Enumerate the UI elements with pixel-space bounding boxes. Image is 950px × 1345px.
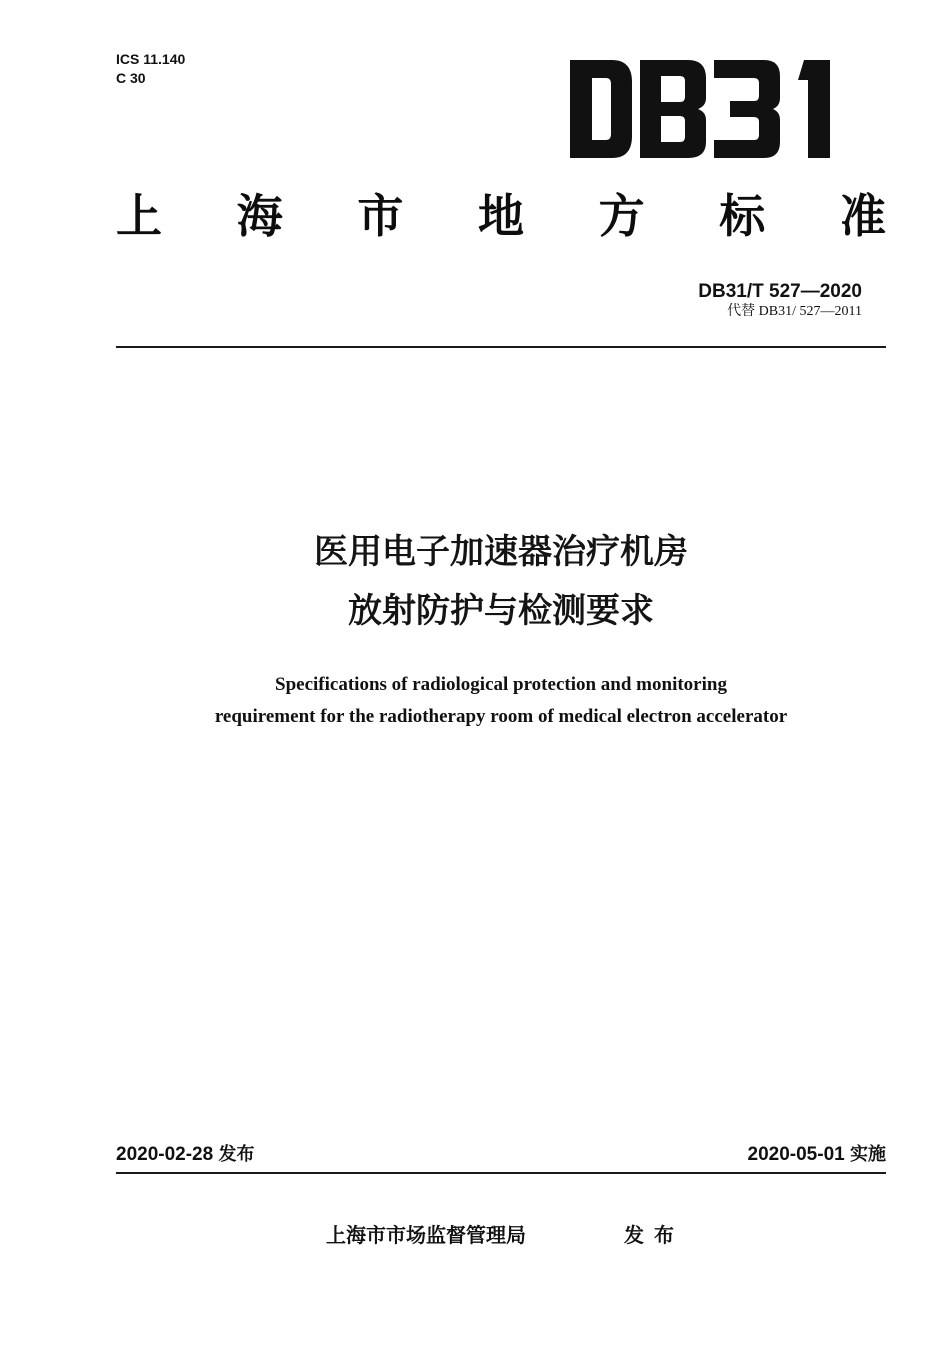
standard-type-char: 市 xyxy=(357,189,404,243)
ccs-code: C 30 xyxy=(116,70,146,86)
english-title-line-2: requirement for the radiotherapy room of medical electron accelerator xyxy=(214,706,788,727)
implementation-date-value: 2020-05-01 xyxy=(747,1144,845,1165)
issue-date-label: 发布 xyxy=(218,1144,255,1165)
implementation-date-label: 实施 xyxy=(850,1144,886,1165)
db31-logo xyxy=(568,54,834,164)
publisher-name: 上海市市场监督管理局 xyxy=(326,1223,526,1247)
chinese-title-line-2: 放射防护与检测要求 xyxy=(348,591,654,631)
issue-date xyxy=(116,1142,254,1168)
standard-type-char: 地 xyxy=(477,189,524,243)
ics-code: ICS 11.140 xyxy=(116,51,186,67)
publisher-action: 发布 xyxy=(624,1223,684,1247)
standard-type-heading xyxy=(116,188,886,244)
standard-type-char: 方 xyxy=(598,189,645,243)
standard-type-char: 海 xyxy=(236,189,283,243)
standard-type-char: 上 xyxy=(116,189,162,243)
top-divider xyxy=(116,346,886,348)
chinese-title-line-1: 医用电子加速器治疗机房 xyxy=(314,532,688,572)
implementation-date xyxy=(748,1142,886,1168)
bottom-divider xyxy=(116,1172,886,1174)
standard-number: DB31/T 527—2020 xyxy=(698,281,862,302)
english-title-line-1: Specifications of radiological protection and monitoring xyxy=(275,674,727,695)
standard-type-char: 准 xyxy=(839,189,886,243)
standard-type-char: 标 xyxy=(719,189,766,243)
issue-date-value: 2020-02-28 xyxy=(116,1144,214,1165)
classification-codes xyxy=(116,50,185,88)
replaced-standard: 代替 DB31/ 527—2011 xyxy=(727,304,862,319)
